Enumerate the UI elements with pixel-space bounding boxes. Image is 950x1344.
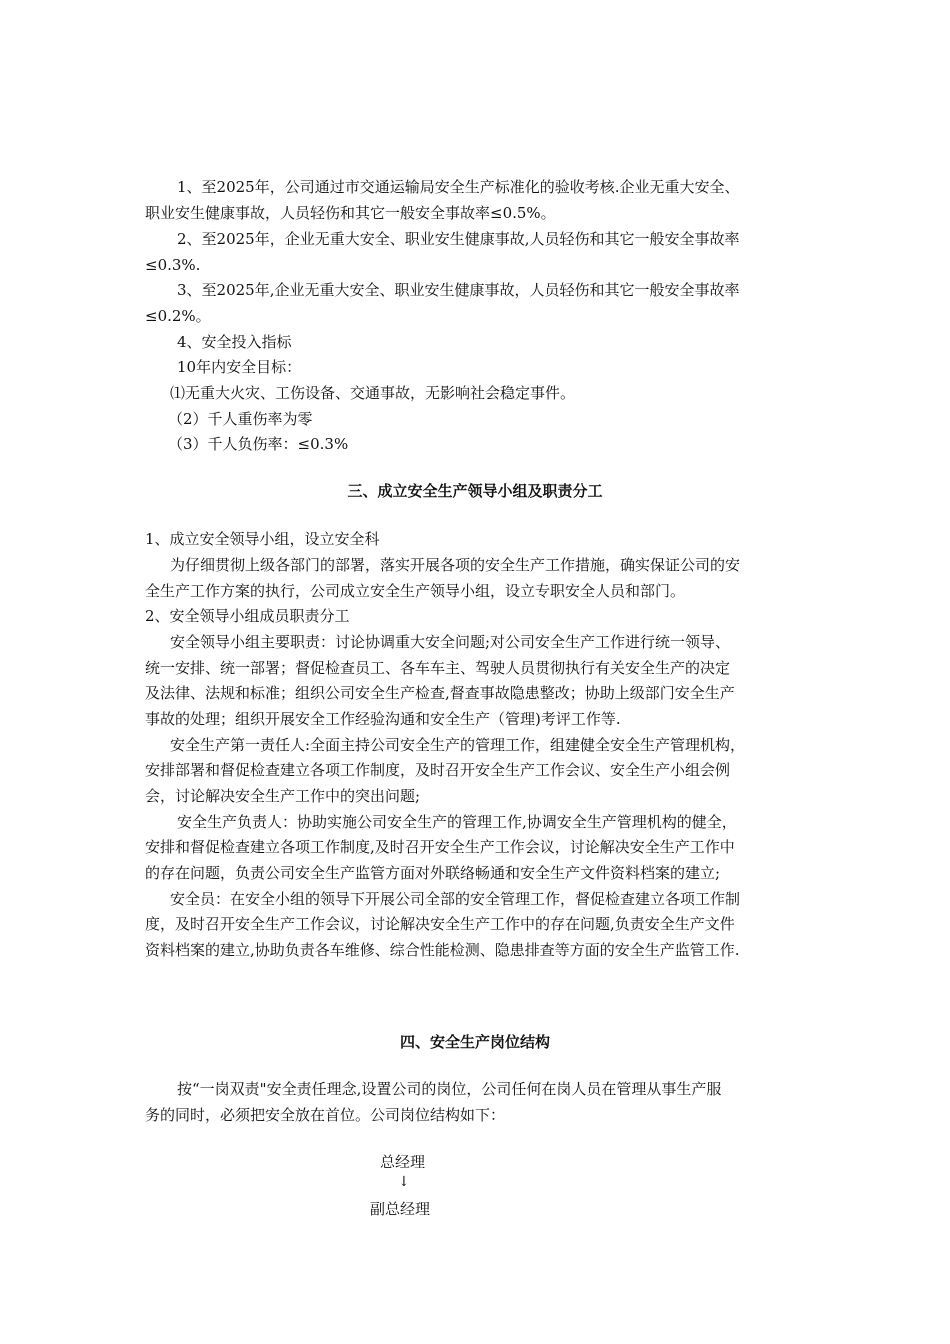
section-three-line: 为仔细贯彻上级各部门的部署，落实开展各项的安全生产工作措施，确实保证公司的安 (170, 556, 741, 574)
section-three-line: 及法律、法规和标准；组织公司安全生产检查,督查事故隐患整改；协助上级部门安全生产 (145, 684, 735, 702)
ten-year-goal-label: 10年内安全目标： (177, 358, 302, 376)
section-three-title: 三、成立安全生产领导小组及职责分工 (347, 482, 603, 500)
section-three-line: 安全员：在安全小组的领导下开展公司全部的安全管理工作，督促检查建立各项工作制 (170, 890, 741, 908)
org-chart-general-manager: 总经理 (380, 1153, 426, 1171)
section-four-line: 务的同时，必须把安全放在首位。公司岗位结构如下： (145, 1106, 506, 1124)
section-three-line: 事故的处理；组织开展安全工作经验沟通和安全生产（管理)考评工作等. (145, 710, 621, 728)
section-four-title: 四、安全生产岗位结构 (399, 1033, 550, 1051)
section-three-line: 安全生产负责人：协助实施公司安全生产的管理工作,协调安全生产管理机构的健全， (177, 813, 737, 831)
section-three-line: 安全领导小组主要职责：讨论协调重大安全问题;对公司安全生产工作进行统一领导、 (170, 633, 731, 651)
section-three-line: 安全生产第一责任人:全面主持公司安全生产的管理工作，组建健全安全生产管理机构， (170, 736, 746, 754)
goal-item-3-line-1: 3、至2025年,企业无重大安全、职业安生健康事故，人员轻伤和其它一般安全事故率 (177, 281, 740, 299)
ten-year-goal-2: （2）千人重伤率为零 (168, 410, 313, 428)
section-three-line: 安排和督促检查建立各项工作制度,及时召开安全生产工作会议，讨论解决安全生产工作中 (145, 838, 735, 856)
down-arrow-icon: ↓ (398, 1174, 410, 1190)
section-three-line: 全生产工作方案的执行，公司成立安全生产领导小组，设立专职安全人员和部门。 (145, 582, 686, 600)
goal-item-3-line-2: ≤0.2%。 (145, 307, 211, 325)
section-three-line: 统一安排、统一部署；督促检查员工、各车车主、驾驶人员贯彻执行有关安全生产的决定 (145, 659, 731, 677)
section-three-line: 会，讨论解决安全生产工作中的突出问题; (145, 787, 421, 805)
section-three-line: 1、成立安全领导小组，设立安全科 (145, 530, 380, 548)
section-three-line: 度，及时召开安全生产工作会议，讨论解决安全生产工作中的存在问题,负责安全生产文件 (145, 915, 735, 933)
goal-item-1-line-1: 1、至2025年，公司通过市交通运输局安全生产标准化的验收考核.企业无重大安全、 (177, 178, 740, 196)
section-three-line: 安排部署和督促检查建立各项工作制度，及时召开安全生产工作会议、安全生产小组会例 (145, 761, 731, 779)
section-three-line: 的存在问题，负责公司安全生产监管方面对外联络畅通和安全生产文件资料档案的建立; (145, 864, 721, 882)
goal-item-2-line-2: ≤0.3%. (145, 256, 201, 274)
goal-item-1-line-2: 职业安生健康事故，人员轻伤和其它一般安全事故率≤0.5%。 (145, 204, 556, 222)
goal-item-4: 4、安全投入指标 (177, 333, 292, 351)
ten-year-goal-3: （3）千人负伤率：≤0.3% (168, 435, 349, 453)
org-chart-deputy-general-manager: 副总经理 (370, 1200, 431, 1218)
ten-year-goal-1: ⑴无重大火灾、工伤设备、交通事故，无影响社会稳定事件。 (170, 384, 576, 402)
section-three-line: 资料档案的建立,协助负责各车维修、综合性能检测、隐患排查等方面的安全生产监管工作. (145, 941, 740, 959)
section-three-line: 2、安全领导小组成员职责分工 (145, 607, 350, 625)
section-four-line: 按“一岗双责"安全责任理念,设置公司的岗位，公司任何在岗人员在管理从事生产服 (177, 1080, 722, 1098)
goal-item-2-line-1: 2、至2025年，企业无重大安全、职业安生健康事故,人员轻伤和其它一般安全事故率 (177, 230, 740, 248)
